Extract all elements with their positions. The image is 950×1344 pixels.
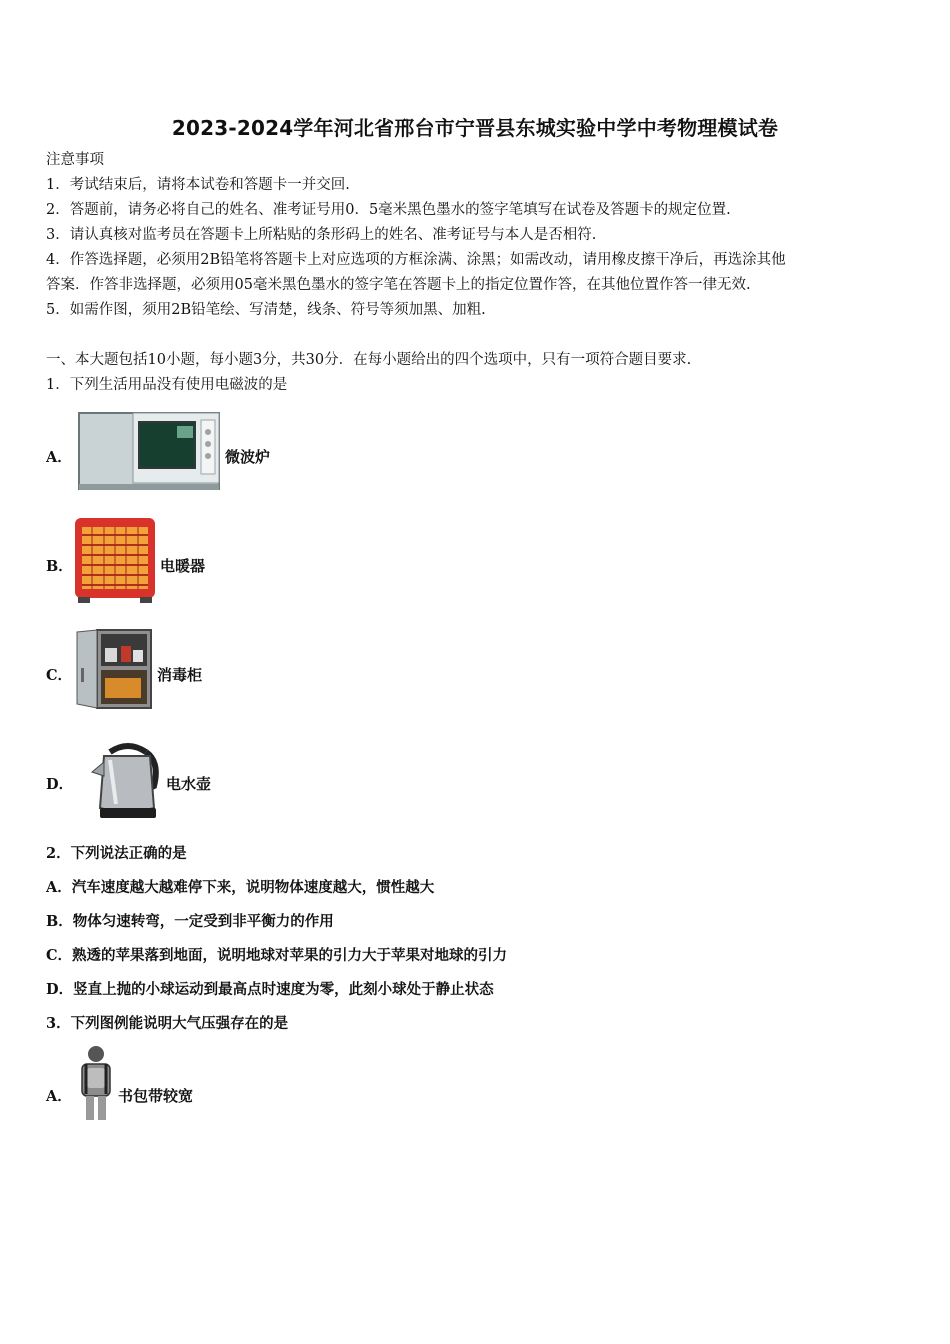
option-text: C．熟透的苹果落到地面，说明地球对苹果的引力大于苹果对地球的引力: [46, 947, 508, 964]
question-stem: 1．下列生活用品没有使用电磁波的是: [46, 377, 288, 393]
option-label: A．: [46, 449, 72, 466]
notice-item: 2．答题前，请务必将自己的姓名、准考证号用0．5毫米黑色墨水的签字笔填写在试卷及答题卡的规定位置.: [46, 202, 731, 218]
option-text: 电暖器: [160, 557, 206, 575]
notice-item: 1．考试结束后，请将本试卷和答题卡一并交回.: [46, 177, 350, 193]
option-text: D．竖直上抛的小球运动到最高点时速度为零，此刻小球处于静止状态: [46, 981, 494, 998]
question-stem: 3．下列图例能说明大气压强存在的是: [46, 1015, 289, 1032]
section-heading: 一、本大题包括10小题，每小题3分，共30分．在每小题给出的四个选项中，只有一项符合题目要求.: [46, 352, 692, 368]
option-text: 消毒柜: [157, 666, 203, 684]
microwave-icon: [77, 410, 223, 492]
option-text: 微波炉: [225, 448, 271, 466]
option-label: A．: [46, 1088, 72, 1105]
option-text: B．物体匀速转弯，一定受到非平衡力的作用: [46, 913, 334, 930]
notice-item: 3．请认真核对监考员在答题卡上所粘贴的条形码上的姓名、准考证号与本人是否相符.: [46, 227, 597, 243]
option-label: C．: [46, 667, 73, 684]
kettle-icon: [88, 738, 164, 822]
option-label: D．: [46, 776, 74, 793]
backpack-student-icon: [76, 1044, 116, 1122]
notice-item: 4．作答选择题，必须用2B铅笔将答题卡上对应选项的方框涂满、涂黑；如需改动，请用橡皮擦干净后，再选涂其他: [46, 252, 786, 268]
option-text: 电水壶: [166, 775, 212, 793]
notice-heading: 注意事项: [46, 152, 104, 168]
option-label: B．: [46, 558, 73, 575]
heater-icon: [72, 515, 158, 605]
question-stem: 2．下列说法正确的是: [46, 845, 187, 862]
notice-item: 答案．作答非选择题，必须用05毫米黑色墨水的签字笔在答题卡上的指定位置作答，在其他位置作答一律无效.: [46, 277, 751, 293]
option-text: 书包带较宽: [118, 1087, 194, 1105]
option-text: A．汽车速度越大越难停下来，说明物体速度越大，惯性越大: [46, 879, 435, 896]
notice-item: 5．如需作图，须用2B铅笔绘、写清楚，线条、符号等须加黑、加粗.: [46, 302, 486, 318]
page-title: 2023-2024学年河北省邢台市宁晋县东城实验中学中考物理模试卷: [171, 116, 779, 140]
disinfection-cabinet-icon: [75, 628, 153, 710]
